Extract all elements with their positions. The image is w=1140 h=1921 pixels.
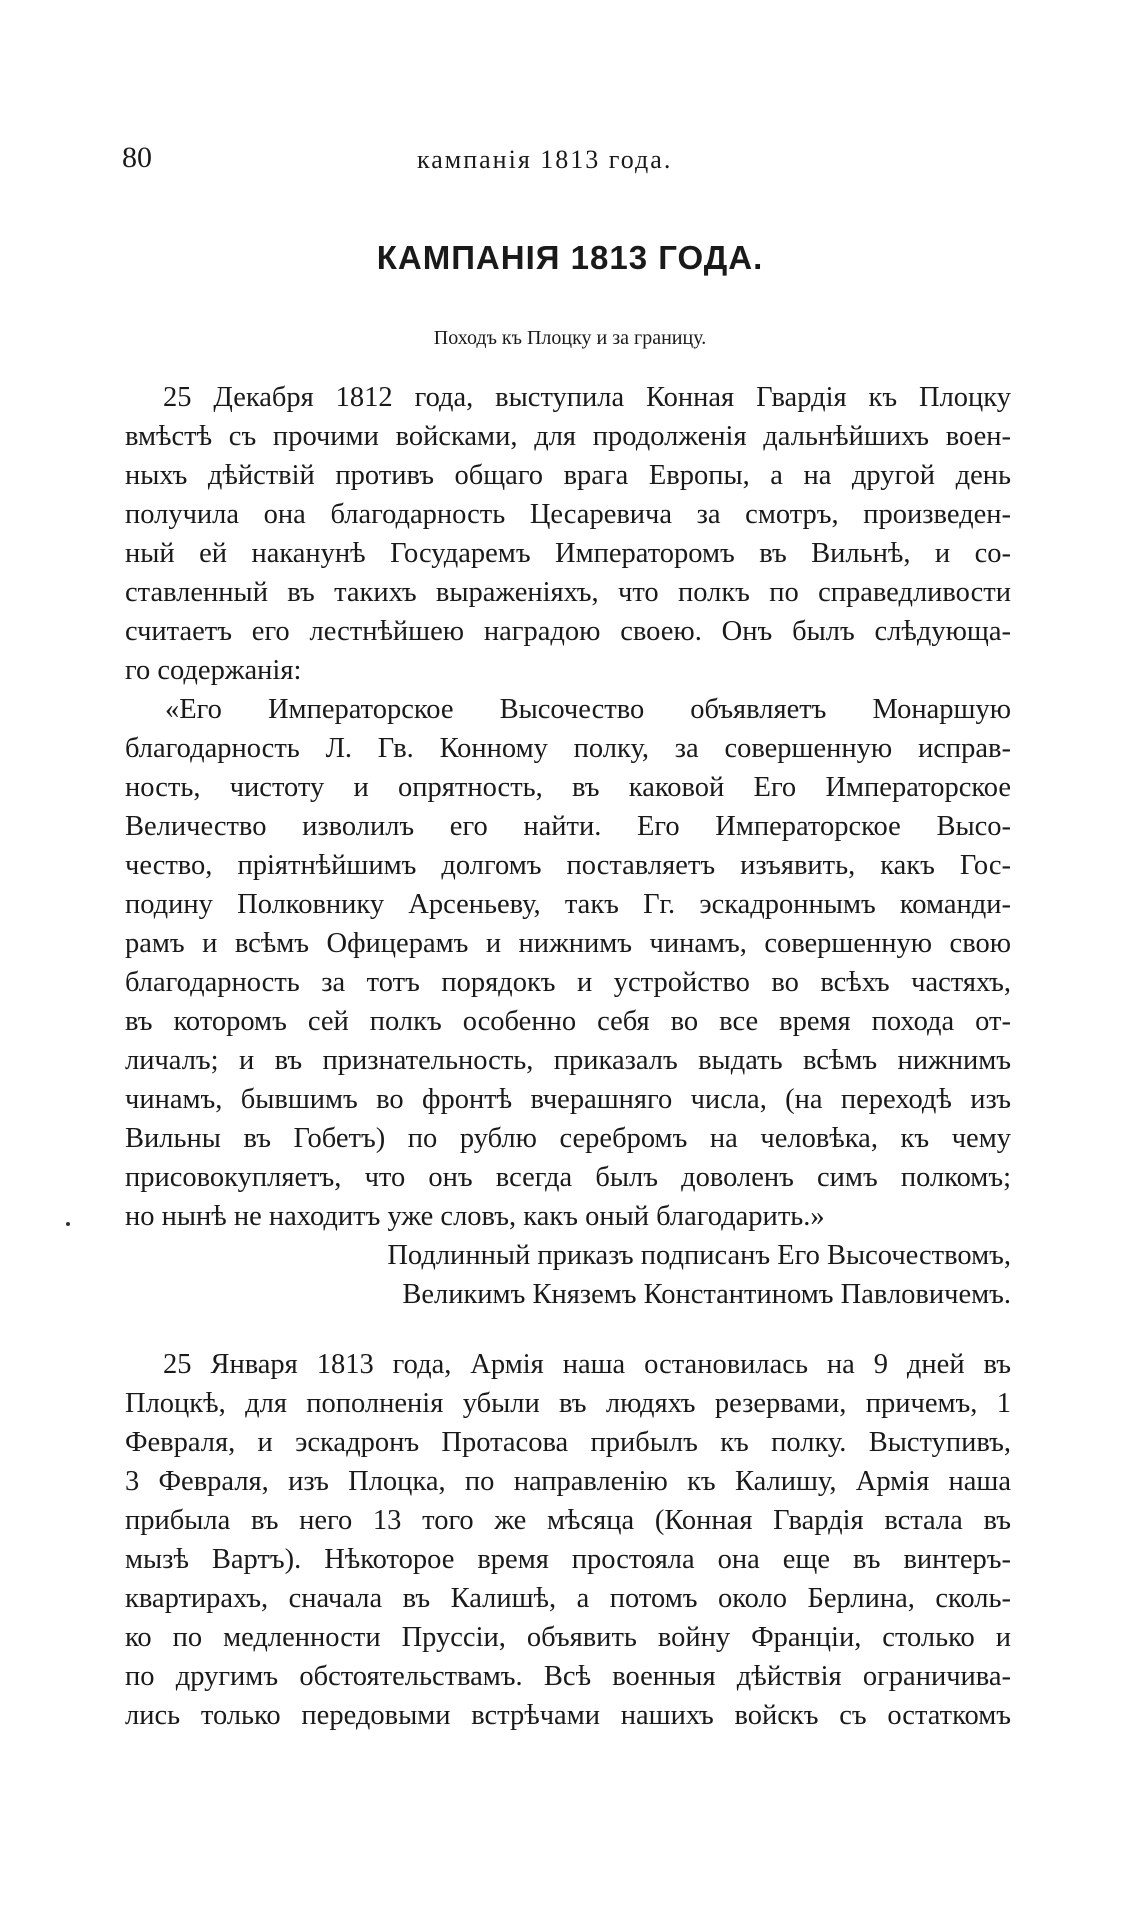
page-number: 80 <box>122 141 152 174</box>
text-line: подину Полковнику Арсеньеву, такъ Гг. эскадроннымъ команди- <box>125 889 1011 920</box>
text-line: получила она благодарность Цесаревича за смотръ, произведен- <box>125 499 1011 530</box>
text-line: по другимъ обстоятельствамъ. Всѣ военныя дѣйствія ограничива- <box>125 1661 1011 1692</box>
text-line: прибыла въ него 13 того же мѣсяца (Конная Гвардія встала въ <box>125 1505 1011 1536</box>
text-line: но нынѣ не находитъ уже словъ, какъ оный благодарить.» <box>125 1201 825 1232</box>
text-line: Февраля, и эскадронъ Протасова прибылъ къ полку. Выступивъ, <box>125 1427 1011 1458</box>
text-line: ныхъ дѣйствій противъ общаго врага Европы, а на другой день <box>125 460 1011 491</box>
margin-mark <box>66 1222 70 1226</box>
text-line: мызѣ Вартъ). Нѣкоторое время простояла она еще въ винтеръ- <box>125 1544 1011 1575</box>
text-line: ставленный въ такихъ выраженіяхъ, что полкъ по справедливости <box>125 577 1011 608</box>
text-line: чинамъ, бывшимъ во фронтѣ вчерашняго числа, (на переходѣ изъ <box>125 1084 1011 1115</box>
text-line: считаетъ его лестнѣйшею наградою своею. Онъ былъ слѣдующа- <box>125 616 1011 647</box>
quoted-order <box>125 690 1011 1236</box>
text-line: чество, пріятнѣйшимъ долгомъ поставляетъ изъявить, какъ Гос- <box>125 850 1011 881</box>
text-line: ко по медленности Пруссіи, объявить войну Франціи, столько и <box>125 1622 1011 1653</box>
chapter-subtitle: Походъ къ Плоцку и за границу. <box>433 327 707 349</box>
text-line: вмѣстѣ съ прочими войсками, для продолженія дальнѣйшихъ воен- <box>125 421 1011 452</box>
text-line: ный ей наканунѣ Государемъ Императоромъ въ Вильнѣ, и со- <box>125 538 1011 569</box>
paragraph-march-to-plotsk <box>125 378 1011 690</box>
text-line: ность, чистоту и опрятность, въ каковой Его Императорское <box>125 772 1011 803</box>
text-line: въ которомъ сей полкъ особенно себя во все время похода от- <box>125 1006 1011 1037</box>
text-line: 25 Декабря 1812 года, выступила Конная Гвардія къ Плоцку <box>163 382 1011 413</box>
text-line: личалъ; и въ признательность, приказалъ выдать всѣмъ нижнимъ <box>125 1045 1011 1076</box>
order-signature <box>125 1236 1011 1314</box>
text-line: лись только передовыми встрѣчами нашихъ войскъ съ остаткомъ <box>125 1700 1011 1731</box>
signature-line: Подлинный приказъ подписанъ Его Высочествомъ, <box>387 1240 1011 1271</box>
signature-line: Великимъ Княземъ Константиномъ Павловичемъ. <box>402 1279 1011 1310</box>
text-line: благодарность за тотъ порядокъ и устройство во всѣхъ частяхъ, <box>125 967 1011 998</box>
text-line: 25 Января 1813 года, Армія наша остановилась на 9 дней въ <box>163 1349 1011 1380</box>
running-head <box>122 138 1022 178</box>
text-line: квартирахъ, сначала въ Калишѣ, а потомъ около Берлина, сколь- <box>125 1583 1011 1614</box>
text-line: «Его Императорское Высочество объявляетъ Монаршую <box>165 694 1011 725</box>
running-title: кампанія 1813 года. <box>417 145 673 174</box>
paragraph-january-1813 <box>125 1345 1011 1735</box>
text-line: го содержанія: <box>125 655 302 686</box>
text-line: рамъ и всѣмъ Офицерамъ и нижнимъ чинамъ, совершенную свою <box>125 928 1011 959</box>
text-line: Плоцкѣ, для пополненія убыли въ людяхъ резервами, причемъ, 1 <box>125 1388 1011 1419</box>
text-line: присовокупляетъ, что онъ всегда былъ доволенъ симъ полкомъ; <box>125 1162 1011 1193</box>
text-line: Вильны въ Гобетъ) по рублю серебромъ на человѣка, къ чему <box>125 1123 1011 1154</box>
chapter-title: КАМПАНІЯ 1813 ГОДА. <box>376 239 764 276</box>
text-line: 3 Февраля, изъ Плоцка, по направленію къ Калишу, Армія наша <box>125 1466 1011 1497</box>
text-line: Величество изволилъ его найти. Его Императорское Высо- <box>125 811 1011 842</box>
text-line: благодарность Л. Гв. Конному полку, за совершенную исправ- <box>125 733 1011 764</box>
